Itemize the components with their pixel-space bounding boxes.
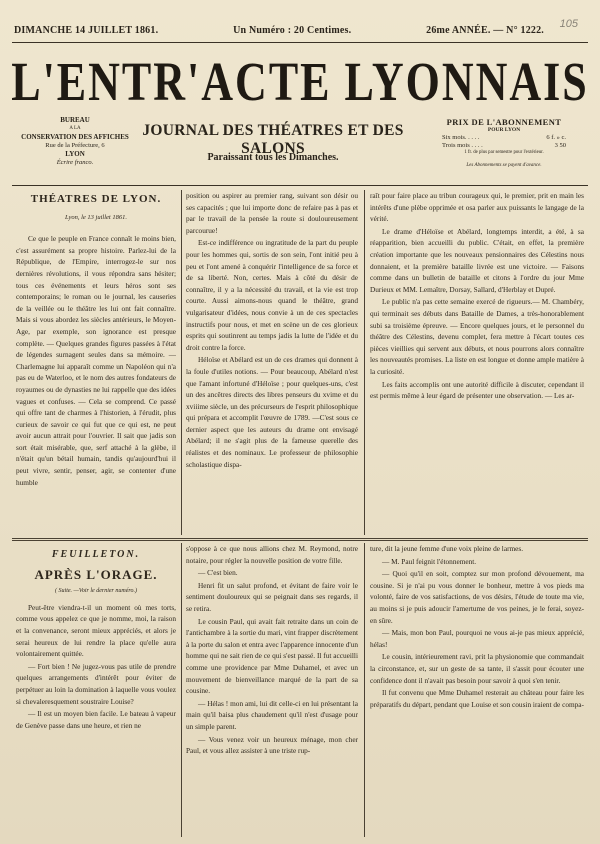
- paragraph: — Fort bien ! Ne jugez-vous pas utile de prendre quelques arrangements d'intérêt pour éviter de perpétuer au loin la domination à laquelle vous voulez si chevaleresquement soustraire Louise?: [16, 661, 176, 706]
- paragraph: Le cousin Paul, qui avait fait retraite dans un coin de l'antichambre à la sortie du mari, vint frapper discrètement à la porte du salon et entra avec l'apparence innocente d'un homme qui ne sait rien de ce qui s'est passé. Il fut accueilli comme une providence par Mme Duhamel, et avec un mouvement de bienveillance marqué de la part de sa cousine.: [186, 616, 358, 696]
- paragraph: Ce que le peuple en France connaît le moins bien, c'est assurément sa propre histoire. Parlez-lui de la République, de l'Empire, interrogez-le sur nos dernières révolutions, il vous répondra sans hésiter; tous ces événements et leurs héros sont ses contemporains; le roman ou le journal, les causeries de la veillée ou le théâtre les lui ont fait connaître. Mais si vous abordez les siècles antérieurs, le Moyen-Age, par exemple, son ignorance est presque complète. — Quelques grandes figures passées à l'état de légendes surnagent seules dans sa mémoire. — Charlemagne lui apparaît comme un Napoléon qui n'a pas eu de Waterloo, et le nom des autres fondateurs de royaumes ou de dynasties ne lui rappelle que des idées vagues et confuses. — Cela se comprend. Ce passé qui offre tant de charmes à l'historien, à l'érudit, plus curieux de savoir ce qui fut que ce qui est, ne peut avoir aucun attrait pour l'ouvrier. Il sait que jadis son sort était misérable, que, serf attaché à la glèbe, il n'était qu'un bétail humain, tandis qu'aujourd'hui il peut vivre, sentir, penser, agir, se contenter d'une humble: [16, 234, 176, 487]
- prix-pour: POUR LYON: [487, 127, 521, 133]
- paragraph: — Hélas ! mon ami, lui dit celle-ci en lui présentant la main qu'il baisa plus chaudement qu'il n'est d'usage pour un simple parent.: [186, 698, 358, 731]
- prix-note: 1 fr. de plus par semestre pour l'extérieur.: [464, 150, 544, 155]
- theatres-dateline: Lyon, le 13 juillet 1861.: [65, 213, 127, 221]
- paragraph: Peut-être viendra-t-il un moment où mes torts, comme vous appelez ce que je nomme, moi, la raison et la convenance, seront mieux appréciés, et alors je serai heureux de lui rendre la place qu'elle aura volontairement quittée.: [16, 602, 176, 659]
- column-divider: [181, 543, 182, 837]
- paragraph: — Il est un moyen bien facile. Le bateau à vapeur de Genève passe dans une heure, et rien ne: [16, 709, 176, 730]
- feuilleton-rule: [12, 538, 588, 541]
- issue-number: 26me ANNÉE. — N° 1222.: [426, 24, 544, 36]
- prix-row-trois: [430, 142, 578, 150]
- paragraph: — Mais, mon bon Paul, pourquoi ne vous ai-je pas mieux apprécié, hélas!: [370, 628, 584, 649]
- prix-trois-value: 3 50: [554, 142, 566, 149]
- paragraph: position ou aspirer au premier rang, suivant son désir ou ses capacités ; que lui importe donc de refaire pas à pas et par le travail de la pensée la route si douloureusement parcourue!: [186, 191, 358, 235]
- header-line: [14, 22, 544, 38]
- column-middle: [186, 190, 358, 535]
- bureau-line: CONSERVATION DES AFFICHES: [21, 133, 129, 141]
- column-divider: [364, 190, 365, 535]
- paragraph: s'oppose à ce que nous allions chez M. Reymond, notre notaire, pour régler la nouvelle position de votre fille.: [186, 544, 358, 565]
- top-rule: [12, 42, 588, 43]
- prix-six-value: 6 f. » c.: [546, 134, 566, 141]
- paragraph: raît pour faire place au tribun courageux qui, le premier, prit en main les intérêts d'une plèbe opprimée et osa parler aux puissants le langage de la vérité.: [370, 191, 584, 224]
- prix-row-six: [430, 134, 578, 142]
- subscription-prices: [430, 118, 578, 170]
- masthead-bottom-rule: [12, 185, 588, 186]
- publication-frequency: Paraissant tous les Dimanches.: [207, 152, 339, 163]
- paragraph: Le public n'a pas cette semaine exercé de rigueurs.— M. Chambéry, qui terminait ses débuts dans Bataille de Dames, a très-honorablement subi sa troisième épreuve. — Encore quelques jours, et le personnel du théâtre des Célestins, devenu complet, fera mettre à l'écart toutes ces pièces vieillies qui servent aux débuts, et nous pourrons alors connaître les nouveautés promises. La liste en est longue et donne ample matière à la curiosité.: [370, 297, 584, 376]
- theatres-title: THÉATRES DE LYON.: [30, 193, 162, 205]
- bureau-address: [20, 116, 130, 167]
- prix-title: PRIX DE L'ABONNEMENT: [446, 117, 562, 127]
- issue-date: DIMANCHE 14 JUILLET 1861.: [14, 24, 159, 36]
- paragraph: — M. Paul feignit l'étonnement.: [382, 556, 477, 566]
- paragraph: — Quoi qu'il en soit, comptez sur mon profond dévouement, ma cousine. Si je n'ai pu vous donner le bonheur, mettre à vos pieds ma volonté, faire de vos satisfactions, de vos désirs, l'étude de toute ma vie, au moins si je puis adoucir l'amertume de vos peines, je le ferai, soyez-en sûre.: [370, 569, 584, 625]
- bureau-line: A LA: [69, 126, 81, 131]
- feuilleton-column-2: [186, 543, 358, 837]
- bureau-street: Rue de la Préfecture, 6: [45, 142, 105, 149]
- paragraph: Il fut convenu que Mme Duhamel resterait au château pour faire les préparatifs du départ, pendant que Louise et son cousin iraient de compa-: [370, 688, 584, 709]
- paragraph: — C'est bien.: [198, 568, 238, 578]
- feuilleton-label: FEUILLETON.: [51, 549, 141, 560]
- paragraph: ture, dit la jeune femme d'une voix pleine de larmes.: [370, 544, 524, 553]
- feuilleton-column-1: [16, 543, 176, 837]
- journal-subtitle: JOURNAL DES THÉATRES ET DES SALONS: [142, 122, 404, 157]
- feuilleton-subtitle: ( Suite. —Voir le dernier numéro.): [55, 588, 137, 595]
- masthead-title: L'ENTR'ACTE LYONNAIS: [11, 51, 589, 113]
- bureau-label: BUREAU: [60, 116, 90, 124]
- feuilleton-title: APRÈS L'ORAGE.: [34, 566, 158, 582]
- paragraph: Les faits accomplis ont une autorité difficile à discuter, cependant il est permis même à leur égard de présenter une observation. — Les ar-: [370, 379, 584, 401]
- issue-price: Un Numéro : 20 Centimes.: [233, 24, 352, 36]
- prix-trois-label: Trois mois . . . .: [442, 142, 483, 149]
- bureau-note: Écrire franco.: [56, 159, 94, 166]
- paragraph: Le drame d'Héloïse et Abélard, longtemps interdit, a été, à sa réapparition, bien accueilli du public. C'était, en effet, la première création importante que les nouveaux pensionnaires des Célestins nous donnaient, et la première bataille livrée est une victoire. — Faisons comme dans un bulletin de bataille et citons à l'ordre du jour Mme Durieux et MM. Lemaître, Dorsay, Sallard, d'Herblay et Dupré.: [370, 226, 584, 294]
- paragraph: Le cousin, intérieurement ravi, prit la physionomie que commandait la circonstance, et, sur un geste de sa tante, il s'assit pour écouter une confidence dont il n'avait pas besoin pour savoir à quoi s'en tenir.: [370, 652, 584, 685]
- paragraph: Héloïse et Abélard est un de ces drames qui donnent à la foule d'utiles notions. — Pour beaucoup, Abélard n'est que l'amant infortuné d'Héloïse ; pour quelques-uns, c'est un des ancêtres directs des libres penseurs du xvime et du xviiime siècle, un des précurseurs de l'esprit philosophique qui prépara et accomplit l'œuvre de 1789. —C'est sous ce dernier aspect que les auteurs du drame ont envisagé Abélard; il ne s'agit plus de la fameuse querelle des réalistes et des nominaux. Le professeur de philosophie scholastique dispa-: [186, 355, 358, 469]
- column-divider: [181, 190, 182, 535]
- paragraph: Est-ce indifférence ou ingratitude de la part du peuple pour les hommes qui, sortis de son sein, l'ont initié peu à peu et l'ont amené à conquérir l'intelligence de sa force et de sa liberté. Non, certes. Mais à côté du désir de connaître, il y a la nécessité du travail, et la vie est trop courte. Aussi aimons-nous quand le théâtre, grand vulgarisateur d'idées, nous convie à un de ces spectacles instructifs pour nous, et met en scène un de ces glorieux esprits qui soutinrent au temps jadis la lutte de l'idée et du droit contre la force.: [186, 238, 358, 352]
- pencil-annotation: 105: [559, 18, 578, 30]
- paragraph: Henri fit un salut profond, et évitant de faire voir le sentiment douloureux qui se peignait dans ses regards, il se retira.: [186, 580, 358, 613]
- prix-six-label: Six mois. . . . .: [442, 134, 480, 141]
- prix-last: Les Abonnements se payent d'avance.: [466, 163, 542, 168]
- column-right: [370, 190, 584, 535]
- feuilleton-column-3: [370, 543, 584, 837]
- bureau-city: LYON: [65, 150, 85, 158]
- column-theatres: [16, 190, 176, 535]
- paragraph: — Vous venez voir un heureux ménage, mon cher Paul, et vous allez assister à une triste rup-: [186, 734, 358, 756]
- column-divider: [364, 543, 365, 837]
